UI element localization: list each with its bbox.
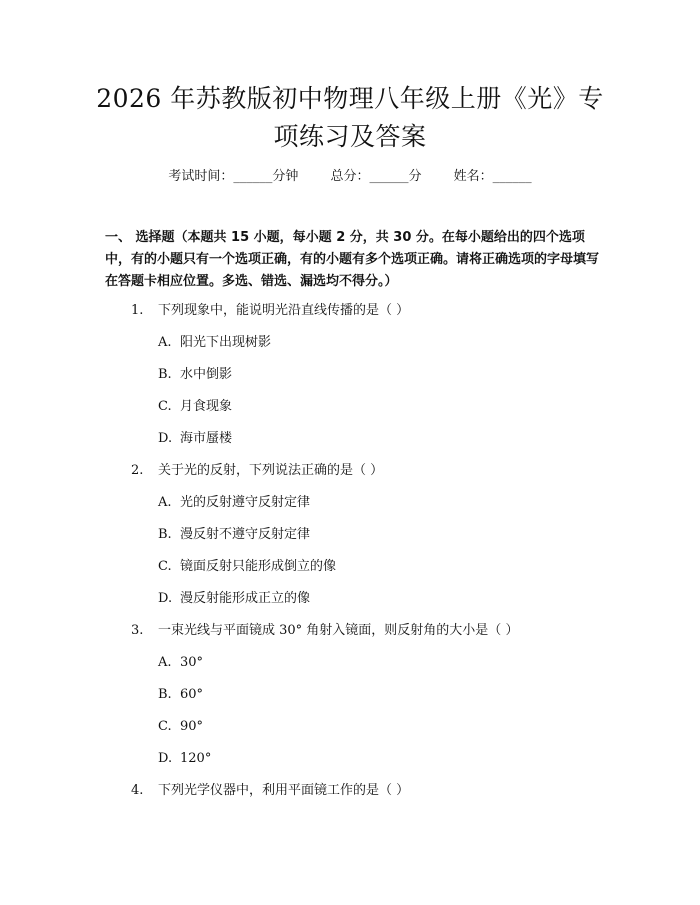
option-text: 漫反射能形成正立的像 <box>180 591 311 606</box>
question-number: 1. <box>131 303 144 318</box>
question-4 <box>131 782 409 800</box>
question-text: 下列现象中，能说明光沿直线传播的是（ ） <box>158 303 410 318</box>
option-letter: C. <box>158 559 172 574</box>
exam-time-field: 考试时间：______分钟 <box>168 169 299 184</box>
option-letter: C. <box>158 399 172 414</box>
option-letter: B. <box>158 367 172 382</box>
option-letter: A. <box>158 495 172 510</box>
question-text: 一束光线与平面镜成 30° 角射入镜面，则反射角的大小是（ ） <box>158 623 519 638</box>
option-text: 光的反射遵守反射定律 <box>180 495 311 510</box>
question-1 <box>131 302 409 320</box>
option-text: 60° <box>180 687 204 702</box>
question-2-option-a <box>158 494 310 512</box>
question-2-option-c <box>158 558 336 576</box>
question-2-option-b <box>158 526 310 544</box>
question-1-option-c <box>158 398 232 416</box>
question-2-option-d <box>158 590 310 608</box>
question-number: 2. <box>131 463 144 478</box>
question-text: 关于光的反射，下列说法正确的是（ ） <box>158 463 384 478</box>
question-3 <box>131 622 518 640</box>
question-3-option-d <box>158 750 211 768</box>
option-text: 月食现象 <box>180 399 233 414</box>
option-text: 海市蜃楼 <box>180 431 233 446</box>
question-3-option-a <box>158 654 203 672</box>
name-field: 姓名：______ <box>453 169 532 184</box>
option-text: 漫反射不遵守反射定律 <box>180 527 311 542</box>
question-text: 下列光学仪器中，利用平面镜工作的是（ ） <box>158 783 410 798</box>
question-number: 4. <box>131 783 144 798</box>
title-line-2: 项练习及答案 <box>273 122 427 151</box>
exam-info <box>0 168 700 186</box>
question-1-option-b <box>158 366 232 384</box>
option-text: 90° <box>180 719 204 734</box>
question-3-option-b <box>158 686 203 704</box>
document-title <box>60 80 640 156</box>
question-1-option-a <box>158 334 271 352</box>
option-text: 水中倒影 <box>180 367 233 382</box>
option-letter: C. <box>158 719 172 734</box>
option-letter: D. <box>158 431 173 446</box>
question-number: 3. <box>131 623 144 638</box>
question-1-option-d <box>158 430 232 448</box>
option-text: 30° <box>180 655 204 670</box>
option-letter: A. <box>158 655 172 670</box>
total-score-field: 总分：______分 <box>330 169 422 184</box>
option-letter: D. <box>158 751 173 766</box>
option-text: 120° <box>180 751 212 766</box>
section-1-header: 一、 选择题（本题共 15 小题，每小题 2 分，共 30 分。在每小题给出的四个选项中，有的小题只有一个选项正确，有的小题有多个选项正确。请将正确选项的字母填写在答题卡相应位置。多选、错选、漏选均不得分。） <box>105 230 600 289</box>
option-text: 镜面反射只能形成倒立的像 <box>180 559 337 574</box>
option-letter: D. <box>158 591 173 606</box>
option-text: 阳光下出现树影 <box>180 335 272 350</box>
question-2 <box>131 462 383 480</box>
option-letter: A. <box>158 335 172 350</box>
option-letter: B. <box>158 527 172 542</box>
question-3-option-c <box>158 718 203 736</box>
option-letter: B. <box>158 687 172 702</box>
title-line-1: 2026 年苏教版初中物理八年级上册《光》专 <box>96 84 604 113</box>
